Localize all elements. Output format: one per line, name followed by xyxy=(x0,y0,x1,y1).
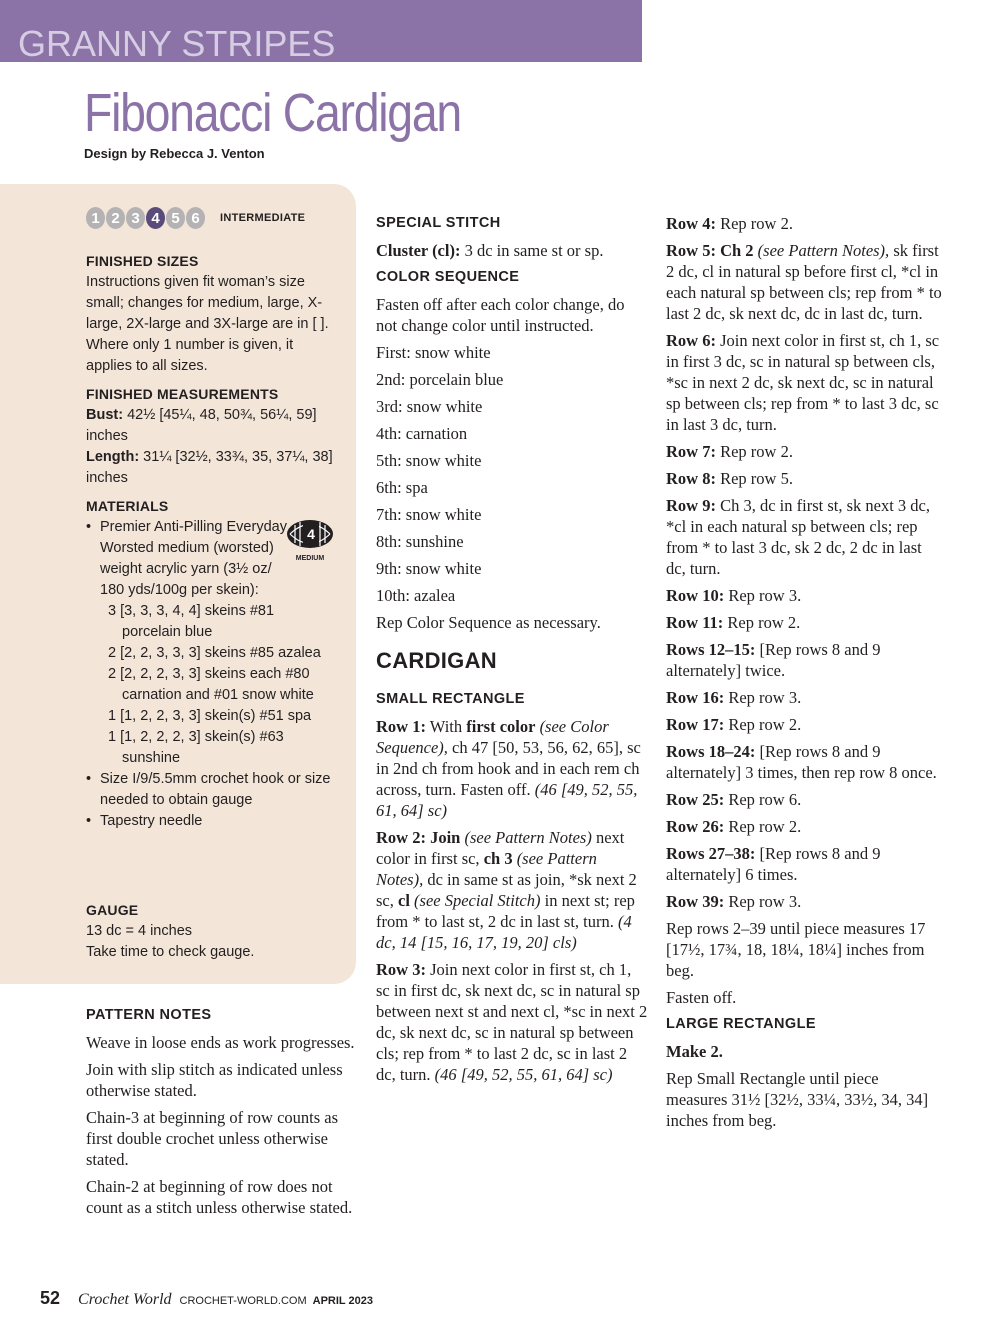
text: sk first 2 dc, cl in natural sp before first cl, *cl in each natural sp between cls; rep from * to last 2 dc, sk next dc, dc in last dc, turn. xyxy=(666,241,942,323)
row-9-instruction xyxy=(666,495,942,579)
color-sequence-item: 7th: snow white xyxy=(376,505,482,524)
row-17-instruction xyxy=(666,714,942,735)
color-sequence-item: 2nd: porcelain blue xyxy=(376,370,504,389)
repeat-instruction: Rep rows 2–39 until piece measures 17 [17½, 17¾, 18, 18¼, 18¼] inches from beg. xyxy=(666,919,926,980)
finished-sizes-heading: FINISHED SIZES xyxy=(86,253,199,269)
text: Rep row 3. xyxy=(724,586,802,605)
color-sequence-item: 8th: sunshine xyxy=(376,532,464,551)
rows-18-24-instruction xyxy=(666,741,942,783)
row-label: Row 7: xyxy=(666,442,716,461)
row-label: Rows 18–24: xyxy=(666,742,756,761)
materials-heading: MATERIALS xyxy=(86,498,169,514)
yarn-weight-icon xyxy=(286,519,334,567)
text: Rep row 5. xyxy=(715,469,793,488)
color-sequence-item: 9th: snow white xyxy=(376,559,482,578)
fasten-off-instruction: Fasten off. xyxy=(666,988,737,1007)
rows-12-15-instruction xyxy=(666,639,942,681)
row-label: Row 17: xyxy=(666,715,725,734)
magazine-name: Crochet World xyxy=(78,1291,172,1308)
color-sequence-item: 6th: spa xyxy=(376,478,428,497)
row-label: Row 4: xyxy=(666,214,716,233)
pattern-note: Weave in loose ends as work progresses. xyxy=(86,1033,355,1052)
text: Rep row 3. xyxy=(724,688,802,707)
page-title: Fibonacci Cardigan xyxy=(84,83,461,143)
text: next color in first sc, xyxy=(376,828,625,868)
row-26-instruction xyxy=(666,816,942,837)
yarn-color-amount: 1 [1, 2, 2, 3, 3] skein(s) #51 spa xyxy=(108,708,312,724)
color-sequence-item: 5th: snow white xyxy=(376,451,482,470)
row-8-instruction xyxy=(666,468,942,489)
text: With xyxy=(425,717,467,736)
materials-list-tools xyxy=(86,769,336,832)
text: Join next color in first st, ch 1, sc in first dc, sk next dc, sc in natural sp between next st and next cl, *sc in next 2 dc, sk next dc, sc in natural sp between cls; rep from * to last 2 dc, sc in last 2 dc, turn. xyxy=(376,960,648,1084)
section-banner-text: GRANNY STRIPES xyxy=(18,23,336,64)
row-2-label: Row 2: Join xyxy=(376,828,461,847)
row-16-instruction xyxy=(666,687,942,708)
measurements-heading: FINISHED MEASUREMENTS xyxy=(86,386,279,402)
row-1-label: Row 1: xyxy=(376,717,426,736)
row-label: Row 9: xyxy=(666,496,716,515)
text: in next st; rep from * to last st, 2 dc in last st, turn. xyxy=(376,891,635,931)
color-sequence-item: 4th: carnation xyxy=(376,424,468,443)
row-39-instruction xyxy=(666,891,942,912)
row-3-label: Row 3: xyxy=(376,960,426,979)
text: Rep row 3. xyxy=(724,892,802,911)
length-value: 31¼ [32½, 33¾, 35, 37¼, 38] inches xyxy=(86,449,333,486)
bust-measurement xyxy=(86,405,336,447)
skill-level-indicator xyxy=(86,207,305,229)
text: (see Special Stitch) xyxy=(409,891,541,910)
pattern-note: Chain-3 at beginning of row counts as first double crochet unless otherwise stated. xyxy=(86,1108,339,1169)
stitch-count: (46 [49, 52, 55, 61, 64] sc) xyxy=(434,1065,613,1084)
large-rectangle-heading: LARGE RECTANGLE xyxy=(666,1016,816,1032)
magazine-website: CROCHET-WORLD.COM xyxy=(179,1295,307,1307)
skill-level-3: 3 xyxy=(126,207,145,229)
pattern-notes-heading: PATTERN NOTES xyxy=(86,1007,212,1023)
bust-label: Bust: xyxy=(86,407,124,423)
skill-level-6: 6 xyxy=(186,207,205,229)
materials-item-hook: • Size I/9/5.5mm crochet hook or size needed to obtain gauge xyxy=(86,769,336,811)
skill-level-2: 2 xyxy=(106,207,125,229)
pattern-notes-column xyxy=(86,1005,356,1224)
row-label: Row 39: xyxy=(666,892,725,911)
finished-measurements-section xyxy=(86,384,336,489)
finished-sizes-section xyxy=(86,251,336,377)
cluster-label: Cluster (cl): xyxy=(376,241,461,260)
skill-level-1: 1 xyxy=(86,207,105,229)
text: Join next color in first st, ch 1, sc in first 3 dc, sc in natural sp between cls, *sc in next 2 dc, sk next dc, sc in natural sp between cls; rep from * to last 3 dc, sc in last 3 dc, turn. xyxy=(666,331,940,434)
text: ch 3 xyxy=(483,849,513,868)
row-25-instruction xyxy=(666,789,942,810)
bust-value: 42½ [45¼, 48, 50¾, 56¼, 59] inches xyxy=(86,407,317,444)
special-stitch-heading: SPECIAL STITCH xyxy=(376,215,501,231)
page-number: 52 xyxy=(40,1288,61,1308)
length-label: Length: xyxy=(86,449,140,465)
yarn-color-amount: 2 [2, 2, 3, 3, 3] skeins #85 azalea xyxy=(108,645,321,661)
text: (see Color Sequence), xyxy=(376,717,609,757)
text: dc in same st as join, *sk next 2 sc, xyxy=(376,870,637,910)
row-label: Row 25: xyxy=(666,790,725,809)
text: Rep row 2. xyxy=(723,613,801,632)
yarn-weight-label: MEDIUM xyxy=(295,555,325,562)
yarn-weight-number: 4 xyxy=(303,523,319,545)
row-7-instruction xyxy=(666,441,942,462)
row-3-instruction xyxy=(376,959,648,1085)
color-sequence-heading: COLOR SEQUENCE xyxy=(376,269,520,285)
stitch-count: (46 [49, 52, 55, 61, 64] sc) xyxy=(376,780,638,820)
cardigan-heading: CARDIGAN xyxy=(376,648,497,673)
large-rectangle-instruction: Rep Small Rectangle until piece measures 31½ [32½, 33¼, 33½, 34, 34] inches from beg. xyxy=(666,1069,929,1130)
finished-sizes-text: Instructions given fit woman’s size small; changes for medium, large, X-large, 2X-large and 3X-large are in [ ]. Where only 1 number is given, it applies to all sizes. xyxy=(86,274,329,374)
row-label: Row 8: xyxy=(666,469,716,488)
text: Rep row 2. xyxy=(715,442,793,461)
row-5-instruction xyxy=(666,240,942,324)
skill-level-4: 4 xyxy=(146,207,165,229)
text: [Rep rows 8 and 9 alternately] 3 times, then rep row 8 once. xyxy=(666,742,937,782)
small-rectangle-heading: SMALL RECTANGLE xyxy=(376,691,525,707)
text: Rep row 2. xyxy=(724,817,802,836)
row-1-instruction xyxy=(376,716,648,821)
pattern-note: Join with slip stitch as indicated unless otherwise stated. xyxy=(86,1060,343,1100)
yarn-description: • Premier Anti-Pilling Everyday Worsted medium (worsted) weight acrylic yarn (3½ oz/ 180 yds/100g per skein): xyxy=(100,519,287,598)
text: (see Pattern Notes), xyxy=(376,849,597,889)
pattern-note: Chain-2 at beginning of row does not count as a stitch unless otherwise stated. xyxy=(86,1177,353,1217)
make-two-label: Make 2. xyxy=(666,1042,723,1061)
text: Ch 3, dc in first st, sk next 3 dc, *cl in each natural sp between cls; rep from * to last 3 dc, sk 2 dc, 2 dc in last dc, turn. xyxy=(666,496,930,578)
skill-level-label: INTERMEDIATE xyxy=(220,212,306,224)
row-4-instruction xyxy=(666,213,942,234)
color-sequence-item: 3rd: snow white xyxy=(376,397,483,416)
rows-27-38-instruction xyxy=(666,843,942,885)
gauge-line: 13 dc = 4 inches xyxy=(86,923,193,939)
stitch-count: (4 dc, 14 [15, 16, 17, 19, 20] cls) xyxy=(376,912,632,952)
text: first color xyxy=(466,717,536,736)
color-sequence-repeat: Rep Color Sequence as necessary. xyxy=(376,613,601,632)
yarn-color-amount: 2 [2, 2, 2, 3, 3] skeins each #80 carnation and #01 snow white xyxy=(108,666,314,703)
row-6-instruction xyxy=(666,330,942,435)
skill-level-5: 5 xyxy=(166,207,185,229)
row-label: Row 26: xyxy=(666,817,725,836)
row-label: Row 10: xyxy=(666,586,725,605)
page-footer xyxy=(40,1288,373,1309)
row-label: Row 6: xyxy=(666,331,716,350)
text: Rep row 6. xyxy=(724,790,802,809)
color-sequence-intro: Fasten off after each color change, do not change color until instructed. xyxy=(376,295,625,335)
text: [Rep rows 8 and 9 alternately] 6 times. xyxy=(666,844,881,884)
materials-item-needle: • Tapestry needle xyxy=(86,811,336,832)
color-sequence-item: First: snow white xyxy=(376,343,491,362)
text: Rep row 2. xyxy=(724,715,802,734)
yarn-color-amount: 1 [1, 2, 2, 2, 3] skein(s) #63 sunshine xyxy=(108,729,284,766)
instructions-column-2 xyxy=(376,213,648,1091)
row-label: Row 11: xyxy=(666,613,724,632)
row-label: Row 16: xyxy=(666,688,725,707)
row-label: Rows 27–38: xyxy=(666,844,756,863)
text: [Rep rows 8 and 9 alternately] twice. xyxy=(666,640,881,680)
text: ch 47 [50, 53, 56, 62, 65], sc in 2nd ch from hook and in each rem ch across, turn. Fasten off. xyxy=(376,738,641,799)
row-label: Row 5: Ch 2 xyxy=(666,241,754,260)
cluster-definition xyxy=(376,240,648,261)
length-measurement xyxy=(86,447,336,489)
make-two-instruction xyxy=(666,1041,942,1062)
cluster-text: 3 dc in same st or sp. xyxy=(460,241,604,260)
section-banner xyxy=(0,0,642,62)
row-2-instruction xyxy=(376,827,648,953)
text: (see Pattern Notes) xyxy=(460,828,592,847)
designer-byline: Design by Rebecca J. Venton xyxy=(84,146,265,161)
instructions-column-3 xyxy=(666,213,942,1137)
color-sequence-item: 10th: azalea xyxy=(376,586,456,605)
gauge-heading: GAUGE xyxy=(86,902,139,918)
yarn-color-amount: 3 [3, 3, 3, 4, 4] skeins #81 porcelain blue xyxy=(108,603,275,640)
row-label: Rows 12–15: xyxy=(666,640,756,659)
gauge-section xyxy=(86,900,336,963)
text: (see Pattern Notes), xyxy=(753,241,890,260)
row-10-instruction xyxy=(666,585,942,606)
text: cl xyxy=(398,891,410,910)
gauge-check-line: Take time to check gauge. xyxy=(86,944,255,960)
issue-date: APRIL 2023 xyxy=(312,1295,373,1307)
row-11-instruction xyxy=(666,612,942,633)
text: Rep row 2. xyxy=(715,214,793,233)
